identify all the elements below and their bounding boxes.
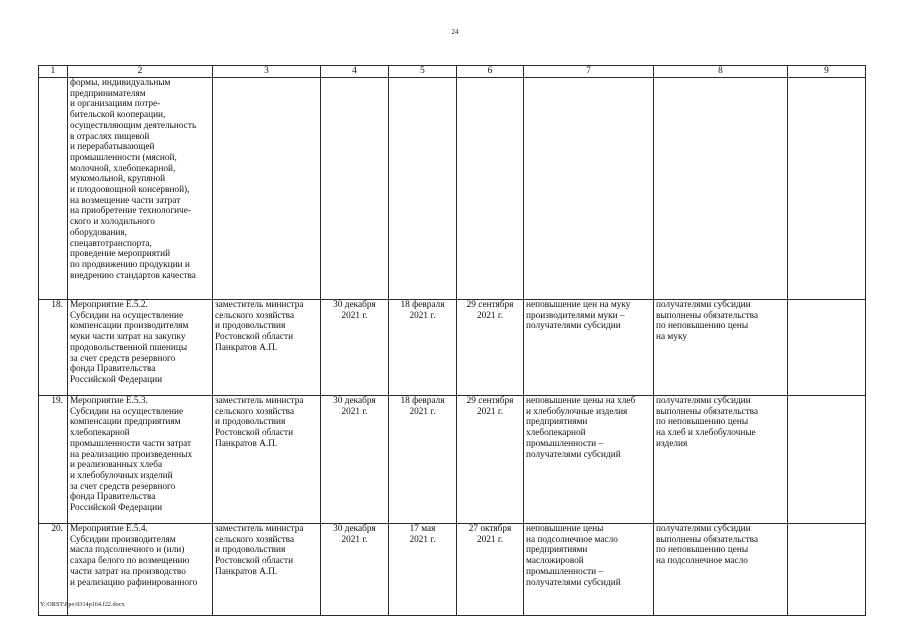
cell-text-line: 2021 г. (476, 310, 503, 321)
end-date-cell (457, 300, 524, 396)
cell-text-line: на подсолнечное масло (526, 534, 618, 545)
cell-text-line: 30 декабря (333, 396, 376, 406)
cell-text-line: предприятиями (526, 545, 588, 556)
control-event-cell (654, 300, 788, 396)
result-cell (524, 300, 654, 396)
cell-text-line: спецавтотранспорта, (70, 238, 152, 249)
cell-text-line: производителями муки – (526, 310, 625, 321)
cell-text-line: по продвижению продукции и (70, 259, 190, 270)
table-row (39, 78, 866, 300)
cell-text-line: выполнены обязательства (656, 406, 759, 417)
cell-text-line: 2021 г. (341, 534, 368, 545)
cell-text-line: фонда Правительства (70, 492, 156, 503)
cell-text-line: за счет средств резервного (70, 353, 176, 364)
cell-text-line: промышленности – (526, 566, 604, 577)
executor-cell (213, 396, 321, 524)
header-cell-1: 1 (39, 66, 68, 78)
cell-text-line: муки части затрат на закупку (70, 332, 186, 343)
cell-text-line: и продовольствия (215, 545, 286, 556)
cell-text-line: 18 февраля (400, 396, 445, 406)
control-event-cell (654, 78, 788, 300)
cell-text-line: масложировой (526, 556, 584, 567)
cell-text-line: 2021 г. (341, 310, 368, 321)
cell-text-line: 2021 г. (341, 406, 368, 417)
end-date-cell (457, 524, 524, 616)
cell-text-line: Ростовской области (215, 428, 294, 439)
cell-text-line: на возмещение части затрат (70, 195, 181, 206)
cell-text-line: промышленности (мясной, (70, 152, 177, 163)
cell-text-line: и продовольствия (215, 321, 286, 332)
cell-text-line: ского и холодильного (70, 217, 155, 228)
cell-text-line: мукомольной, крупяной (70, 174, 166, 185)
cell-text-line: продовольственной пшеницы (70, 342, 188, 353)
row-number-cell: 19. (39, 396, 68, 524)
cell-text-line: Субсидии на осуществление (70, 310, 184, 321)
cell-text-line: части затрат на производство (70, 566, 186, 577)
cell-text-line: Мероприятие Е.5.2. (70, 300, 148, 310)
deadline-cell (321, 78, 389, 300)
result-cell (524, 524, 654, 616)
table-row (39, 300, 866, 396)
cell-text-line: за счет средств резервного (70, 481, 176, 492)
cell-text-line: на приобретение технологиче- (70, 206, 191, 217)
row-number-cell (39, 78, 68, 300)
cell-text-line: масла подсолнечного и (или) (70, 545, 185, 556)
page-number: 24 (451, 28, 459, 36)
cell-text-line: промышленности части затрат (70, 438, 192, 449)
control-event-cell (654, 524, 788, 616)
cell-text-line: 29 сентября (466, 396, 514, 406)
cell-text-line: получателями субсидии (656, 396, 751, 406)
cell-text-line: в отраслях пищевой (70, 131, 150, 142)
cell-text-line: 18 февраля (400, 300, 445, 310)
executor-cell (213, 524, 321, 616)
cell-text-line: 2021 г. (409, 406, 436, 417)
cell-text-line: молочной, хлебопекарной, (70, 163, 176, 174)
cell-text-line: и хлебобулочных изделий (70, 470, 173, 481)
cell-text-line: по неповышению цены (656, 545, 749, 556)
start-date-cell (389, 78, 457, 300)
header-cell-2: 2 (68, 66, 213, 78)
header-cell-4: 4 (321, 66, 389, 78)
cell-text-line: получателями субсидии (656, 524, 751, 534)
event-cell (68, 300, 213, 396)
cell-text-line: неповышение цен на муку (526, 300, 631, 310)
cell-text-line: компенсации предприятиям (70, 417, 181, 428)
cell-text-line: и перерабатывающей (70, 142, 155, 153)
cell-text-line: получателями субсидий (526, 449, 621, 460)
cell-text-line: Мероприятие Е.5.3. (70, 396, 148, 406)
cell-text-line: выполнены обязательства (656, 310, 759, 321)
cell-text-line: получателями субсидии (526, 321, 621, 332)
cell-text-line: на хлеб и хлебобулочные (656, 428, 756, 439)
header-row (39, 66, 866, 78)
result-cell (524, 396, 654, 524)
deadline-cell (321, 396, 389, 524)
cell-text-line: выполнены обязательства (656, 534, 759, 545)
cell-text-line: и плодоовощной консервной), (70, 185, 190, 196)
cell-text-line: получателями субсидии (656, 300, 751, 310)
cell-text-line: Панкратов А.П. (215, 566, 278, 577)
cell-text-line: Мероприятие Е.5.4. (70, 524, 148, 534)
cell-text-line: Субсидии на осуществление (70, 406, 184, 417)
start-date-cell (389, 524, 457, 616)
header-cell-7: 7 (524, 66, 654, 78)
cell-text-line: Ростовской области (215, 332, 294, 343)
cell-text-line: хлебопекарной (70, 428, 130, 439)
cell-text-line: сахара белого по возмещению (70, 556, 190, 567)
cell-text-line: сельского хозяйства (215, 534, 295, 545)
cell-text-line: предприятиями (526, 417, 588, 428)
cell-text-line: Российской Федерации (70, 503, 163, 514)
cell-text-line: и реализацию рафинированного (70, 577, 198, 588)
cell-text-line: Панкратов А.П. (215, 438, 278, 449)
executor-cell (213, 78, 321, 300)
cell-text-line: компенсации производителям (70, 321, 189, 332)
cell-text-line: 29 сентября (466, 300, 514, 310)
cell-text-line: неповышение цены на хлеб (526, 396, 636, 406)
cell-text-line: по неповышению цены (656, 417, 749, 428)
cell-text-line: заместитель министра (215, 524, 304, 534)
cell-text-line: Субсидии производителям (70, 534, 176, 545)
cell-text-line: 17 мая (409, 524, 436, 534)
row-number-cell: 20. (39, 524, 68, 616)
cell-text-line: заместитель министра (215, 300, 304, 310)
cell-text-line: формы, индивидуальным (70, 78, 171, 88)
column-9-cell (788, 524, 866, 616)
cell-text-line: предпринимателям (70, 88, 146, 99)
cell-text-line: бительской кооперации, (70, 110, 166, 121)
cell-text-line: 30 декабря (333, 524, 376, 534)
cell-text-line: оборудования, (70, 227, 127, 238)
cell-text-line: Панкратов А.П. (215, 342, 278, 353)
cell-text-line: 2021 г. (409, 534, 436, 545)
table-row (39, 524, 866, 616)
cell-text-line: на реализацию произведенных (70, 449, 193, 460)
cell-text-line: 30 декабря (333, 300, 376, 310)
cell-text-line: промышленности – (526, 438, 604, 449)
header-cell-6: 6 (457, 66, 524, 78)
cell-text-line: Ростовской области (215, 556, 294, 567)
cell-text-line: изделия (656, 438, 688, 449)
cell-text-line: сельского хозяйства (215, 406, 295, 417)
cell-text-line: и реализованных хлеба (70, 460, 163, 471)
deadline-cell (321, 300, 389, 396)
cell-text-line: на муку (656, 332, 687, 343)
cell-text-line: и организациям потре- (70, 99, 161, 110)
cell-text-line: сельского хозяйства (215, 310, 295, 321)
event-cell (68, 396, 213, 524)
cell-text-line: осуществляющим деятельность (70, 120, 197, 131)
cell-text-line: заместитель министра (215, 396, 304, 406)
cell-text-line: по неповышению цены (656, 321, 749, 332)
header-cell-3: 3 (213, 66, 321, 78)
cell-text-line: 2021 г. (476, 406, 503, 417)
cell-text-line: проведение мероприятий (70, 249, 171, 260)
result-cell (524, 78, 654, 300)
header-cell-9: 9 (788, 66, 866, 78)
cell-text-line: и хлебобулочные изделия (526, 406, 628, 417)
cell-text-line: на подсолнечное масло (656, 556, 748, 567)
column-9-cell (788, 396, 866, 524)
cell-text-line: 2021 г. (476, 534, 503, 545)
event-cell (68, 78, 213, 300)
control-event-cell (654, 396, 788, 524)
cell-text-line: неповышение цены (526, 524, 604, 534)
cell-text-line: внедрению стандартов качества (70, 270, 196, 281)
cell-text-line: фонда Правительства (70, 364, 156, 375)
deadline-cell (321, 524, 389, 616)
start-date-cell (389, 300, 457, 396)
table-row (39, 396, 866, 524)
cell-text-line: и продовольствия (215, 417, 286, 428)
file-path-footer: Y:\ORST\Ppo\0314p164.f22.docx (40, 602, 125, 608)
header-cell-5: 5 (389, 66, 457, 78)
end-date-cell (457, 396, 524, 524)
cell-text-line: получателями субсидий (526, 577, 621, 588)
cell-text-line: 27 октября (468, 524, 512, 534)
events-table (38, 65, 866, 616)
column-9-cell (788, 78, 866, 300)
executor-cell (213, 300, 321, 396)
end-date-cell (457, 78, 524, 300)
row-number-cell: 18. (39, 300, 68, 396)
start-date-cell (389, 396, 457, 524)
cell-text-line: Российской Федерации (70, 374, 163, 385)
column-9-cell (788, 300, 866, 396)
header-cell-8: 8 (654, 66, 788, 78)
cell-text-line: 2021 г. (409, 310, 436, 321)
cell-text-line: хлебопекарной (526, 428, 586, 439)
